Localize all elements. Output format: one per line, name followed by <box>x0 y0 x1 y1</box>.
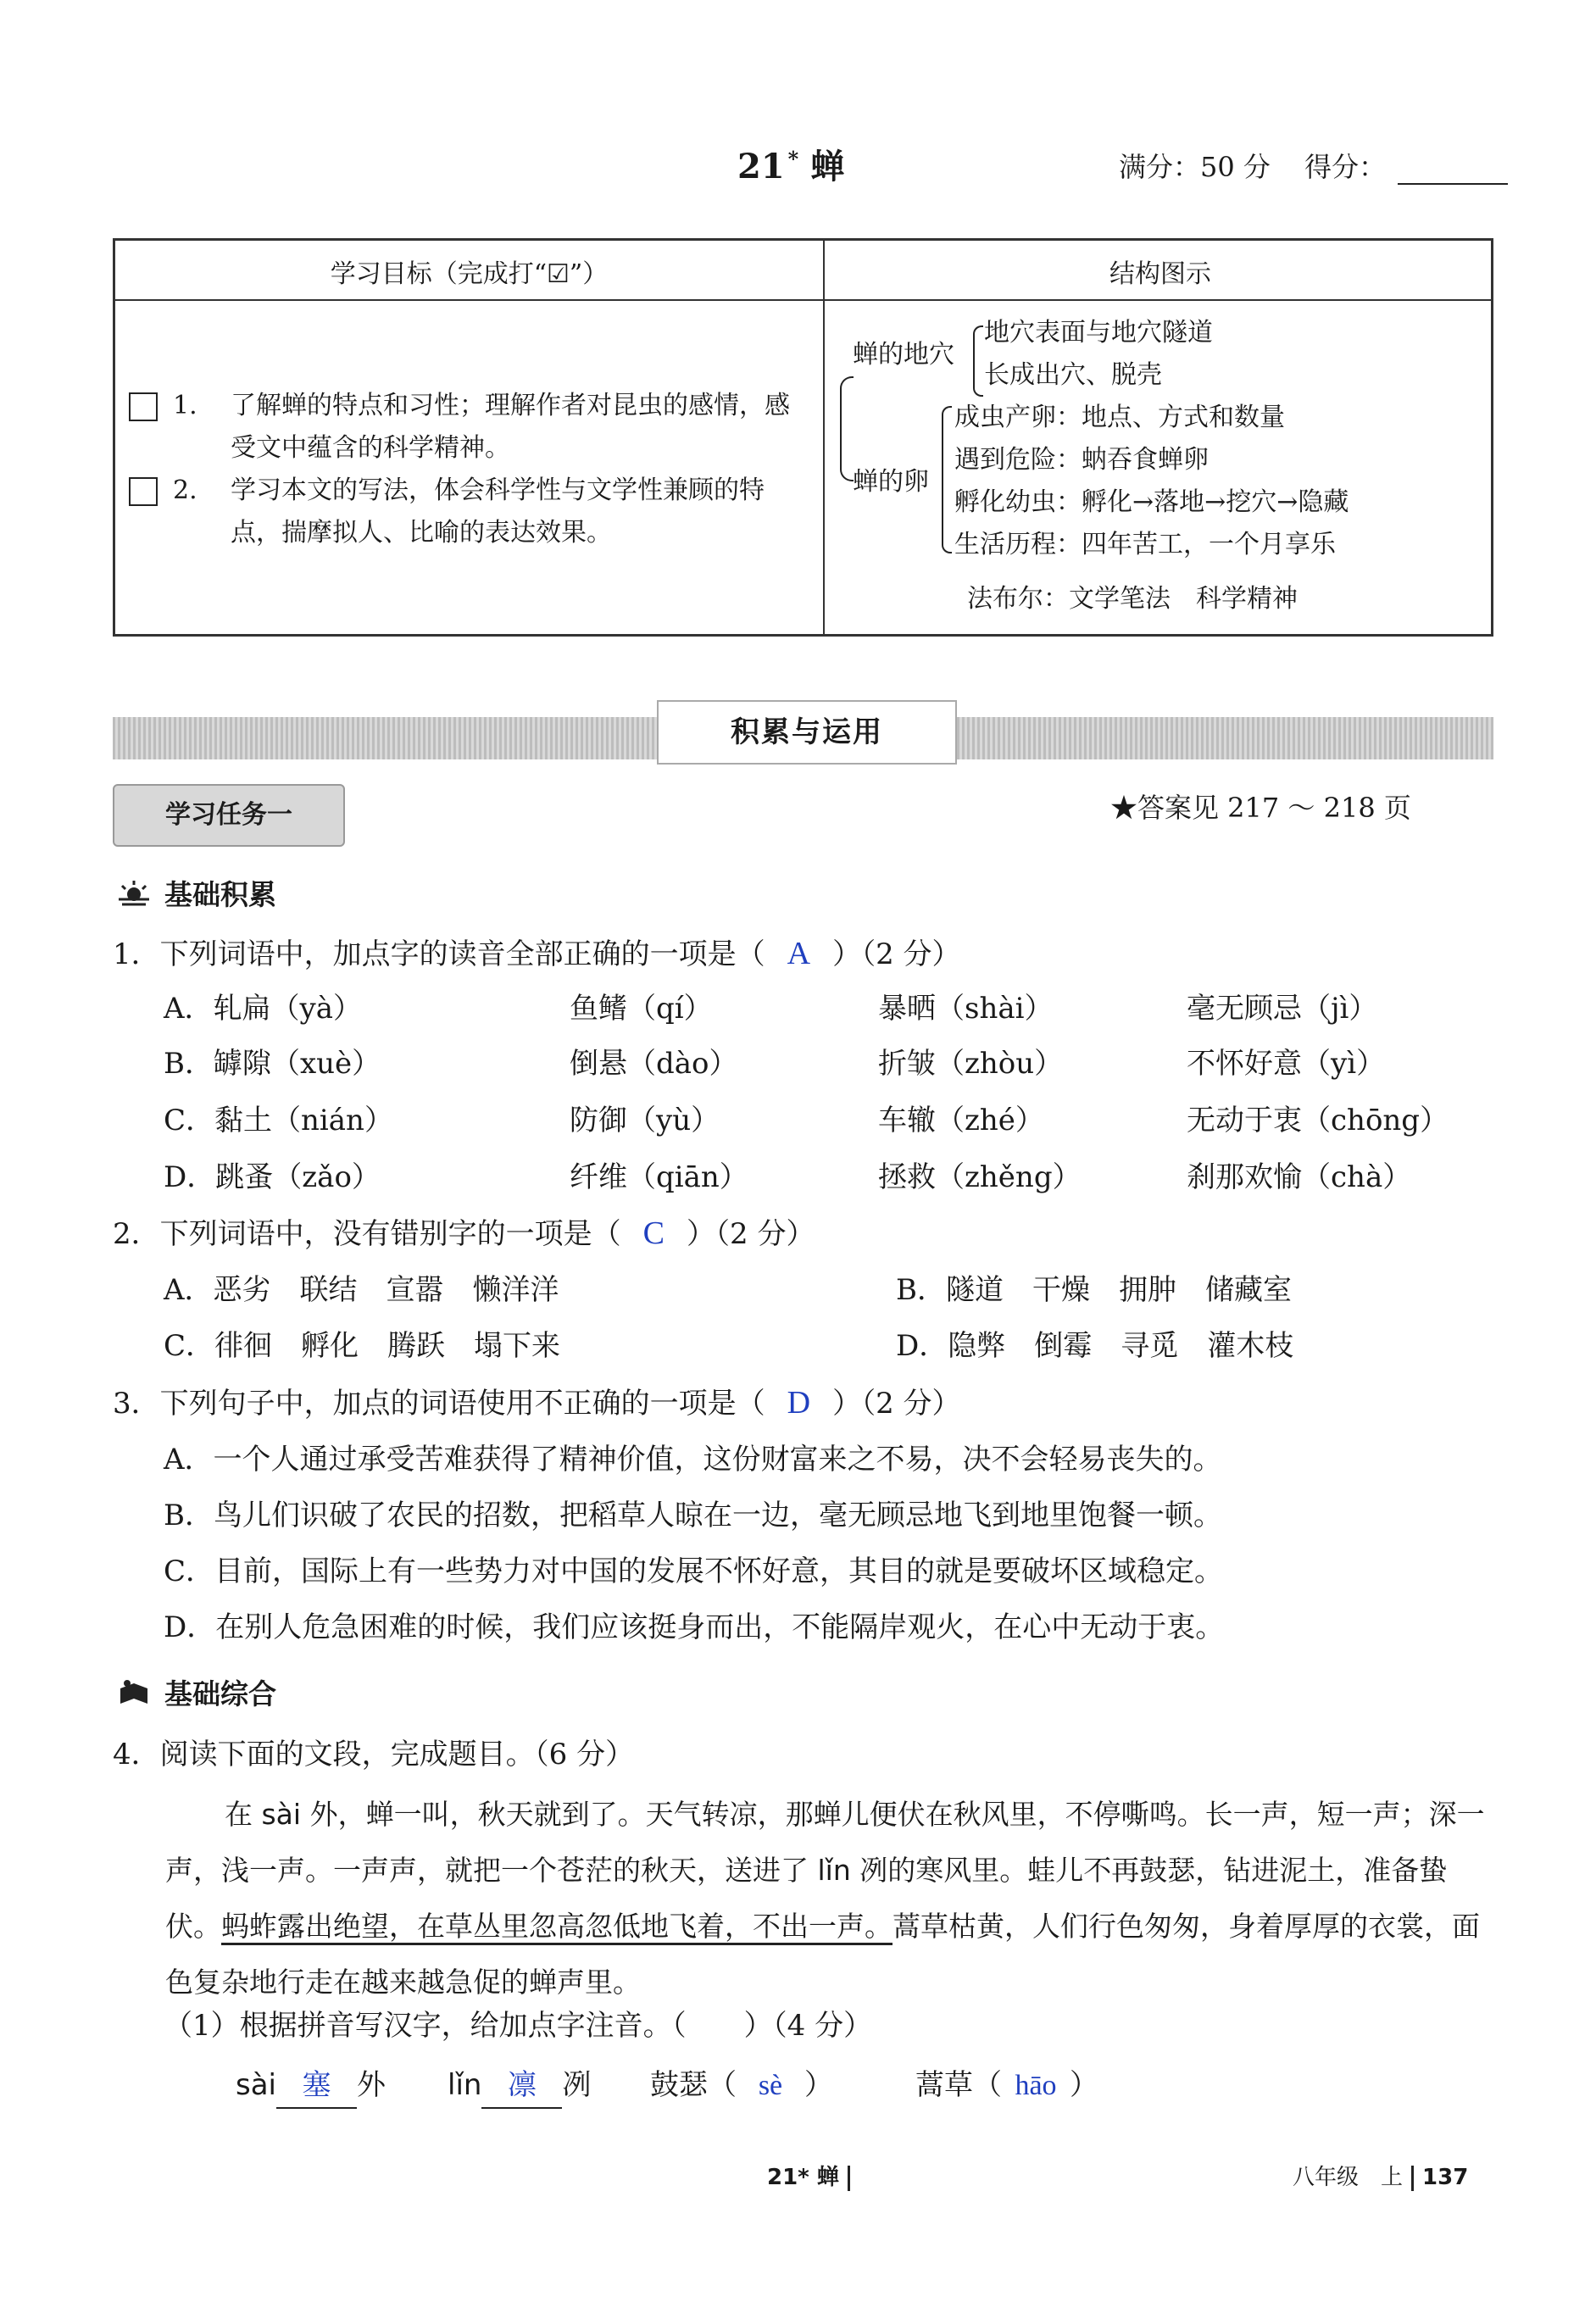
q1-option-a-4: 毫无顾忌（jì） <box>1187 992 1378 1026</box>
footer-lesson: 21* 蝉 <box>767 2160 859 2191</box>
q1-option-c-3: 车辙（zhé） <box>878 1104 1044 1137</box>
answer-q3[interactable]: D <box>787 1385 811 1421</box>
answer-q2[interactable]: C <box>642 1215 665 1251</box>
answer-q1[interactable]: A <box>787 936 811 971</box>
q3-option-a: A．一个人通过承受苦难获得了精神价值，这份财富来之不易，决不会轻易丧失的。 <box>164 1443 1222 1477</box>
q3-option-b: B．鸟儿们识破了农民的招数，把稻草人晾在一边，毫无顾忌地飞到地里饱餐一顿。 <box>164 1499 1222 1532</box>
answer-reference: ★答案见 217 ～ 218 页 <box>1110 792 1411 824</box>
question-2: 2．下列词语中，没有错别字的一项是（ C ）（2 分） <box>113 1215 815 1251</box>
branch-2-brace <box>942 406 952 553</box>
question-1: 1．下列词语中，加点字的读音全部正确的一项是（ A ）（2 分） <box>113 936 961 971</box>
reading-icon <box>117 1678 151 1707</box>
goals-header: 学习目标（完成打“☑”） <box>330 259 609 289</box>
score-blank[interactable] <box>1398 158 1508 185</box>
q1-option-a-2: 鱼鳍（qí） <box>570 992 713 1026</box>
q2-option-b: B．隧道 干燥 拥肿 储藏室 <box>896 1273 1292 1307</box>
branch-2-item-4: 生活历程：四年苦工，一个月享乐 <box>954 530 1336 559</box>
q1-option-a-1: A．轧扁（yà） <box>164 992 363 1026</box>
fill-4: 蒿草（ hāo ） <box>915 2064 1098 2107</box>
q1-option-d-2: 纤维（qiān） <box>570 1160 748 1194</box>
q1-option-b-4: 不怀好意（yì） <box>1187 1047 1386 1081</box>
fill-2: lǐn 凛 冽 <box>448 2064 591 2109</box>
fill-1: sài 塞 外 <box>236 2064 386 2109</box>
goal-item-2: 2. 学习本文的写法，体会科学性与文学性兼顾的特点，揣摩拟人、比喻的表达效果。 <box>129 470 807 554</box>
q2-option-c: C．徘徊 孵化 腾跃 塌下来 <box>164 1329 561 1363</box>
structure-summary: 法布尔：文学笔法 科学精神 <box>967 584 1298 614</box>
fill-answer-4[interactable]: hāo <box>1015 2070 1057 2101</box>
q1-option-c-4: 无动于衷（chōng） <box>1187 1104 1449 1137</box>
branch-1-item-2: 长成出穴、脱壳 <box>984 360 1162 390</box>
lesson-title <box>737 140 844 188</box>
fill-answer-2[interactable]: 凛 <box>481 2065 562 2109</box>
main-brace <box>840 376 854 481</box>
q3-option-d: D．在别人危急困难的时候，我们应该挺身而出，不能隔岸观火，在心中无动于衷。 <box>164 1610 1225 1644</box>
score-total: 满分：50 分 <box>1119 151 1271 183</box>
q4-passage: 在 sài 外，蝉一叫，秋天就到了。天气转凉，那蝉儿便伏在秋风里，不停嘶鸣。长一声，短一声；深一声，浅一声。一声声，就把一个苍茫的秋天，送进了 lǐn 冽的寒风里。蛙儿不再鼓瑟，钻进泥土，准备蛰伏。蚂蚱露出绝望，在草丛里忽高忽低地飞着，不出一声。蒿草枯黄，人们行色匆匆，身着厚厚的衣裳，面色复杂地行走在越来越急促的蝉声里。 <box>165 1798 1485 1999</box>
section-basic: 基础积累 <box>117 873 276 913</box>
sunrise-icon <box>117 879 151 908</box>
goal-checkbox-2[interactable] <box>129 477 158 506</box>
q1-option-d-4: 刹那欢愉（chà） <box>1187 1160 1412 1194</box>
underlined-sentence: 蚂蚱露出绝望，在草丛里忽高忽低地飞着，不出一声。 <box>221 1910 893 1945</box>
q1-option-b-3: 折皱（zhòu） <box>878 1047 1064 1081</box>
q1-option-d-3: 拯救（zhěng） <box>878 1160 1082 1194</box>
fill-answer-1[interactable]: 塞 <box>276 2065 357 2109</box>
lesson-number: 21 <box>737 147 785 186</box>
q1-option-a-3: 暴晒（shài） <box>878 992 1054 1026</box>
question-4: 4．阅读下面的文段，完成题目。（6 分） <box>113 1738 635 1771</box>
question-3: 3．下列句子中，加点的词语使用不正确的一项是（ D ）（2 分） <box>113 1385 961 1421</box>
q1-option-c-2: 防御（yù） <box>570 1104 720 1137</box>
branch-1-item-1: 地穴表面与地穴隧道 <box>984 318 1213 348</box>
goal-checkbox-1[interactable] <box>129 392 158 421</box>
footer-page: 八年级 上 137 <box>1293 2165 1469 2190</box>
branch-2-item-3: 孵化幼虫：孵化→落地→挖穴→隐藏 <box>954 487 1349 517</box>
structure-header: 结构图示 <box>1109 259 1211 289</box>
score-box <box>1119 146 1508 185</box>
q3-option-c: C．目前，国际上有一些势力对中国的发展不怀好意，其目的就是要破坏区域稳定。 <box>164 1554 1224 1588</box>
band-label: 积累与运用 <box>657 700 957 765</box>
lesson-star: * <box>787 146 799 171</box>
q1-option-b-1: B．罅隙（xuè） <box>164 1047 381 1081</box>
branch-2-item-2: 遇到危险：蚋吞食蝉卵 <box>954 445 1209 475</box>
q2-option-a: A．恶劣 联结 宣嚣 懒洋洋 <box>164 1273 559 1307</box>
task-tag: 学习任务一 <box>113 784 345 847</box>
q1-option-c-1: C．黏土（nián） <box>164 1104 393 1137</box>
fill-answer-3[interactable]: sè <box>758 2070 783 2101</box>
section-integrated: 基础综合 <box>117 1672 276 1712</box>
branch-2-label: 蝉的卵 <box>853 467 929 497</box>
branch-2-item-1: 成虫产卵：地点、方式和数量 <box>954 403 1285 432</box>
goals-table <box>113 238 1493 637</box>
score-got-label: 得分： <box>1304 151 1387 183</box>
q2-option-d: D．隐弊 倒霉 寻觅 灌木枝 <box>896 1329 1294 1363</box>
page-number: 137 <box>1422 2165 1469 2190</box>
branch-1-label: 蝉的地穴 <box>853 340 954 370</box>
branch-1-brace <box>973 325 983 397</box>
q4-sub-1: （1）根据拼音写汉字，给加点字注音。（ ）（4 分） <box>164 2009 873 2043</box>
q1-option-d-1: D．跳蚤（zǎo） <box>164 1160 381 1194</box>
goal-item-1: 1. 了解蝉的特点和习性；理解作者对昆虫的感情，感受文中蕴含的科学精神。 <box>129 385 807 470</box>
lesson-name: 蝉 <box>810 147 845 186</box>
fill-3: 鼓瑟（ sè ） <box>650 2064 833 2107</box>
q1-option-b-2: 倒悬（dào） <box>570 1047 738 1081</box>
